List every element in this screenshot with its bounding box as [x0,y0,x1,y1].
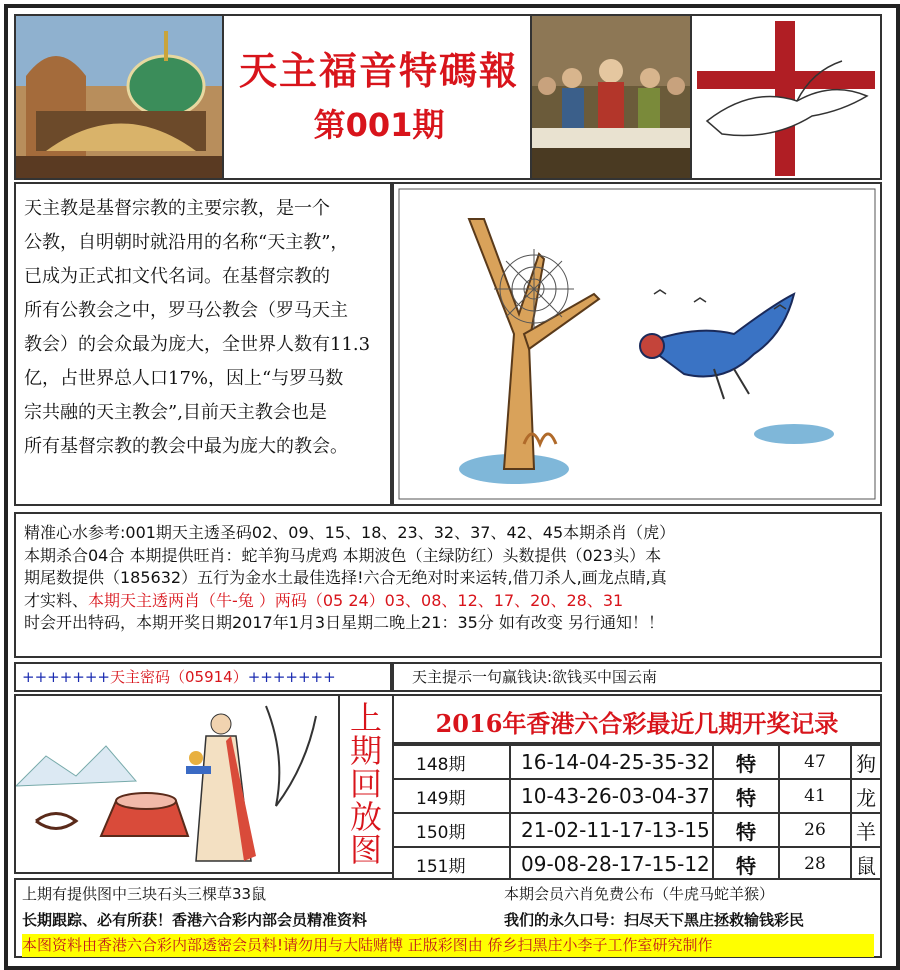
footer-row2-left: 长期跟踪、必有所获！香港六合彩内部会员精准资料 [22,911,368,929]
intro-line: 亿，占世界总人口17%，因上“与罗马数 [24,368,344,389]
table-row [393,745,881,779]
plus-right: +++++++ [247,668,336,686]
replay-char: 期 [349,732,382,770]
info-line-1: 精准心水参考:001期天主透圣码02、09、15、18、23、32、37、42、45本期杀肖（虎） [24,523,676,542]
special-number-cell: 28 [779,847,851,881]
plus-left: +++++++ [22,668,110,686]
special-label-cell: 特 [713,745,779,779]
numbers-cell: 09-08-28-17-15-12 [510,847,713,881]
paper-title: 天主福音特碼報 [238,49,519,93]
replay-label-column [338,694,394,874]
info-line-5: 时会开出特码，本期开奖日期2017年1月3日星期二晚上21：35分 如有改变 另行通知！！ [24,613,664,632]
footer-row1-right: 本期会员六肖免费公布（牛虎马蛇羊猴） [504,885,775,903]
numbers-cell: 10-43-26-03-04-37 [510,779,713,813]
special-label-cell: 特 [713,779,779,813]
intro-line: 教会）的会众最为庞大，全世界人数有11.3 [24,334,371,355]
intro-text-panel [14,182,392,506]
results-title: 2016年香港六合彩最近几期开奖记录 [435,709,839,738]
footer-row2-right: 我们的永久口号：扫尽天下黑庄拯救输钱彩民 [504,911,805,929]
special-label-cell: 特 [713,847,779,881]
special-number-cell: 47 [779,745,851,779]
info-line-4-red: 本期天主透两肖（牛-兔 ）两码（05 24）03、08、12、17、20、28、31 [88,590,624,610]
table-row [393,847,881,881]
hint-box [392,662,882,692]
info-line-3: 期尾数提供（185632）五行为金水土最佳选择!六合无绝对时来运转,借刀杀人,画龙点睛,真 [24,568,667,587]
church-image [14,14,224,180]
period-cell: 150期 [393,813,510,847]
period-cell: 149期 [393,779,510,813]
zodiac-cell: 狗 [851,745,881,779]
hint-text: 天主提示一句赢钱诀:欲钱买中国云南 [412,668,658,686]
intro-line: 所有公教会之中，罗马公教会（罗马天主 [24,300,348,321]
special-label-cell: 特 [713,813,779,847]
footer-panel [14,878,882,958]
issue-number: 第001期 [313,106,445,144]
prediction-info-panel [14,512,882,658]
replay-label [340,699,392,869]
zodiac-cell: 龙 [851,779,881,813]
intro-paragraph [24,192,390,464]
zodiac-cell: 鼠 [851,847,881,881]
intro-line: 天主教是基督宗教的主要宗教，是一个 [24,198,330,219]
replay-char: 回 [349,765,382,803]
special-number-cell: 41 [779,779,851,813]
secret-code-label: 天主密码（05914） [109,668,248,686]
special-number-cell: 26 [779,813,851,847]
replay-char: 图 [349,831,382,869]
results-title-box [392,694,882,744]
replay-char: 上 [349,699,382,737]
intro-line: 已成为正式扣文代名词。在基督宗教的 [24,266,330,287]
replay-illustration [14,694,340,874]
footer-row1-left: 上期有提供图中三块石头三棵草33鼠 [22,885,267,903]
numbers-cell: 16-14-04-25-35-32 [510,745,713,779]
numbers-cell: 21-02-11-17-13-15 [510,813,713,847]
intro-line: 所有基督宗教的教会中最为庞大的教会。 [24,436,348,457]
title-panel [222,14,532,180]
info-line-2: 本期杀合04合 本期提供旺肖：蛇羊狗马虎鸡 本期波色（主绿防红）头数提供（023头）本 [24,545,662,565]
info-line-4-black: 才实料、 [24,590,89,610]
zodiac-cell: 羊 [851,813,881,847]
period-cell: 148期 [393,745,510,779]
results-table [392,744,882,882]
cross-dove-image [690,14,882,180]
tree-bird-illustration [392,182,882,506]
intro-line: 宗共融的天主教会”,目前天主教会也是 [24,402,327,423]
prediction-text [24,522,876,635]
last-supper-image [530,14,692,180]
info-line-4 [24,590,876,613]
table-row [393,813,881,847]
footer-highlight-banner: 本图资料由香港六合彩内部透密会员料!请勿用与大陆赌博 正版彩图由 侨乡扫黑庄小李子工作室研究制作 [22,934,874,957]
secret-code-box [14,662,392,692]
period-cell: 151期 [393,847,510,881]
table-row [393,779,881,813]
replay-char: 放 [349,798,382,836]
secret-code-line [22,666,336,689]
intro-line: 公教，自明朝时就沿用的名称“天主教”， [24,232,349,253]
